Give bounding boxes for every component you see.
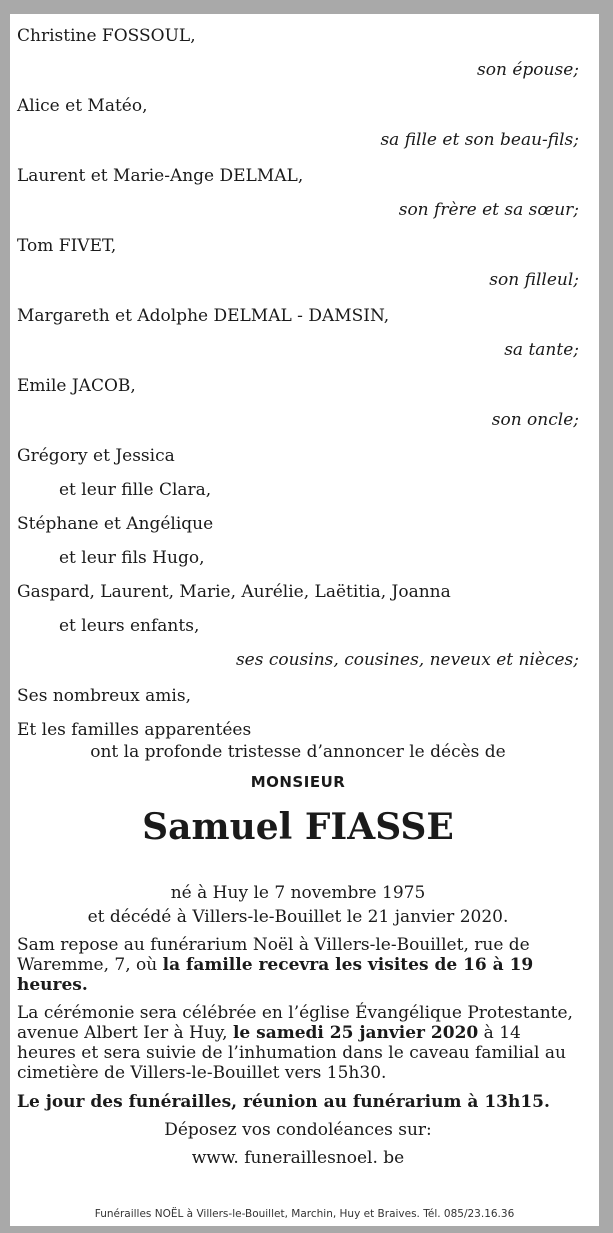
website-link[interactable]: www. funeraillesnoel. be <box>191 1148 405 1168</box>
died-line: et décédé à Villers-le-Bouillet le 21 janvier 2020. <box>87 907 509 927</box>
family-name-3: Laurent et Marie-Ange DELMAL, <box>17 166 304 186</box>
cousins-line-5: Gaspard, Laurent, Marie, Aurélie, Laëtitia, Joanna <box>17 582 451 602</box>
cousins-line-1: Grégory et Jessica <box>17 446 175 466</box>
obituary-card <box>10 14 599 1226</box>
ceremony-text-1: La cérémonie sera célébrée en l’église Évangélique Protestante, avenue Albert Ier à Huy, <box>17 1003 573 1043</box>
family-name-2: Alice et Matéo, <box>17 96 148 116</box>
family-relation-2: sa fille et son beau-fils; <box>380 130 579 150</box>
footer-text: Funérailles NOËL à Villers-le-Bouillet, Marchin, Huy et Braives. Tél. 085/23.16.36 <box>94 1208 515 1220</box>
cousins-line-6: et leurs enfants, <box>59 616 200 636</box>
family-name-6: Emile JACOB, <box>17 376 136 396</box>
family-relation-6: son oncle; <box>491 410 579 430</box>
family-relation-1: son épouse; <box>477 60 579 80</box>
deceased-name: Samuel FIASSE <box>142 806 454 848</box>
announcement-line: ont la profonde tristesse d’annoncer le décès de <box>90 742 506 762</box>
friends-line: Ses nombreux amis, <box>17 686 191 706</box>
cousins-relation: ses cousins, cousines, neveux et nièces; <box>235 650 579 670</box>
family-name-4: Tom FIVET, <box>17 236 117 256</box>
condolences-line: Déposez vos condoléances sur: <box>164 1120 432 1140</box>
relatives-line: Et les familles apparentées <box>17 720 252 740</box>
ceremony-text-2: à 14 heures et sera suivie de l’inhumation dans le caveau familial au cimetière de Villers-le-Bouillet vers 15h30. <box>17 1023 566 1083</box>
family-relation-5: sa tante; <box>504 340 579 360</box>
family-name-5: Margareth et Adolphe DELMAL - DAMSIN, <box>17 306 390 326</box>
born-line: né à Huy le 7 novembre 1975 <box>170 883 426 903</box>
cousins-line-2: et leur fille Clara, <box>59 480 212 500</box>
meeting-line: Le jour des funérailles, réunion au funérarium à 13h15. <box>17 1092 550 1112</box>
rest-text: Sam repose au funérarium Noël à Villers-le-Bouillet, rue de Waremme, 7, où <box>17 935 530 975</box>
rest-paragraph <box>17 935 579 995</box>
ceremony-date: le samedi 25 janvier 2020 <box>232 1023 479 1043</box>
family-relation-4: son filleul; <box>489 270 579 290</box>
rest-bold: la famille recevra les visites de 16 à 19 heures. <box>17 955 534 995</box>
ceremony-paragraph <box>17 1003 579 1083</box>
cousins-line-3: Stéphane et Angélique <box>17 514 214 534</box>
family-name-1: Christine FOSSOUL, <box>17 26 196 46</box>
family-relation-3: son frère et sa sœur; <box>398 200 579 220</box>
title-monsieur: MONSIEUR <box>250 773 346 791</box>
cousins-line-4: et leur fils Hugo, <box>59 548 205 568</box>
